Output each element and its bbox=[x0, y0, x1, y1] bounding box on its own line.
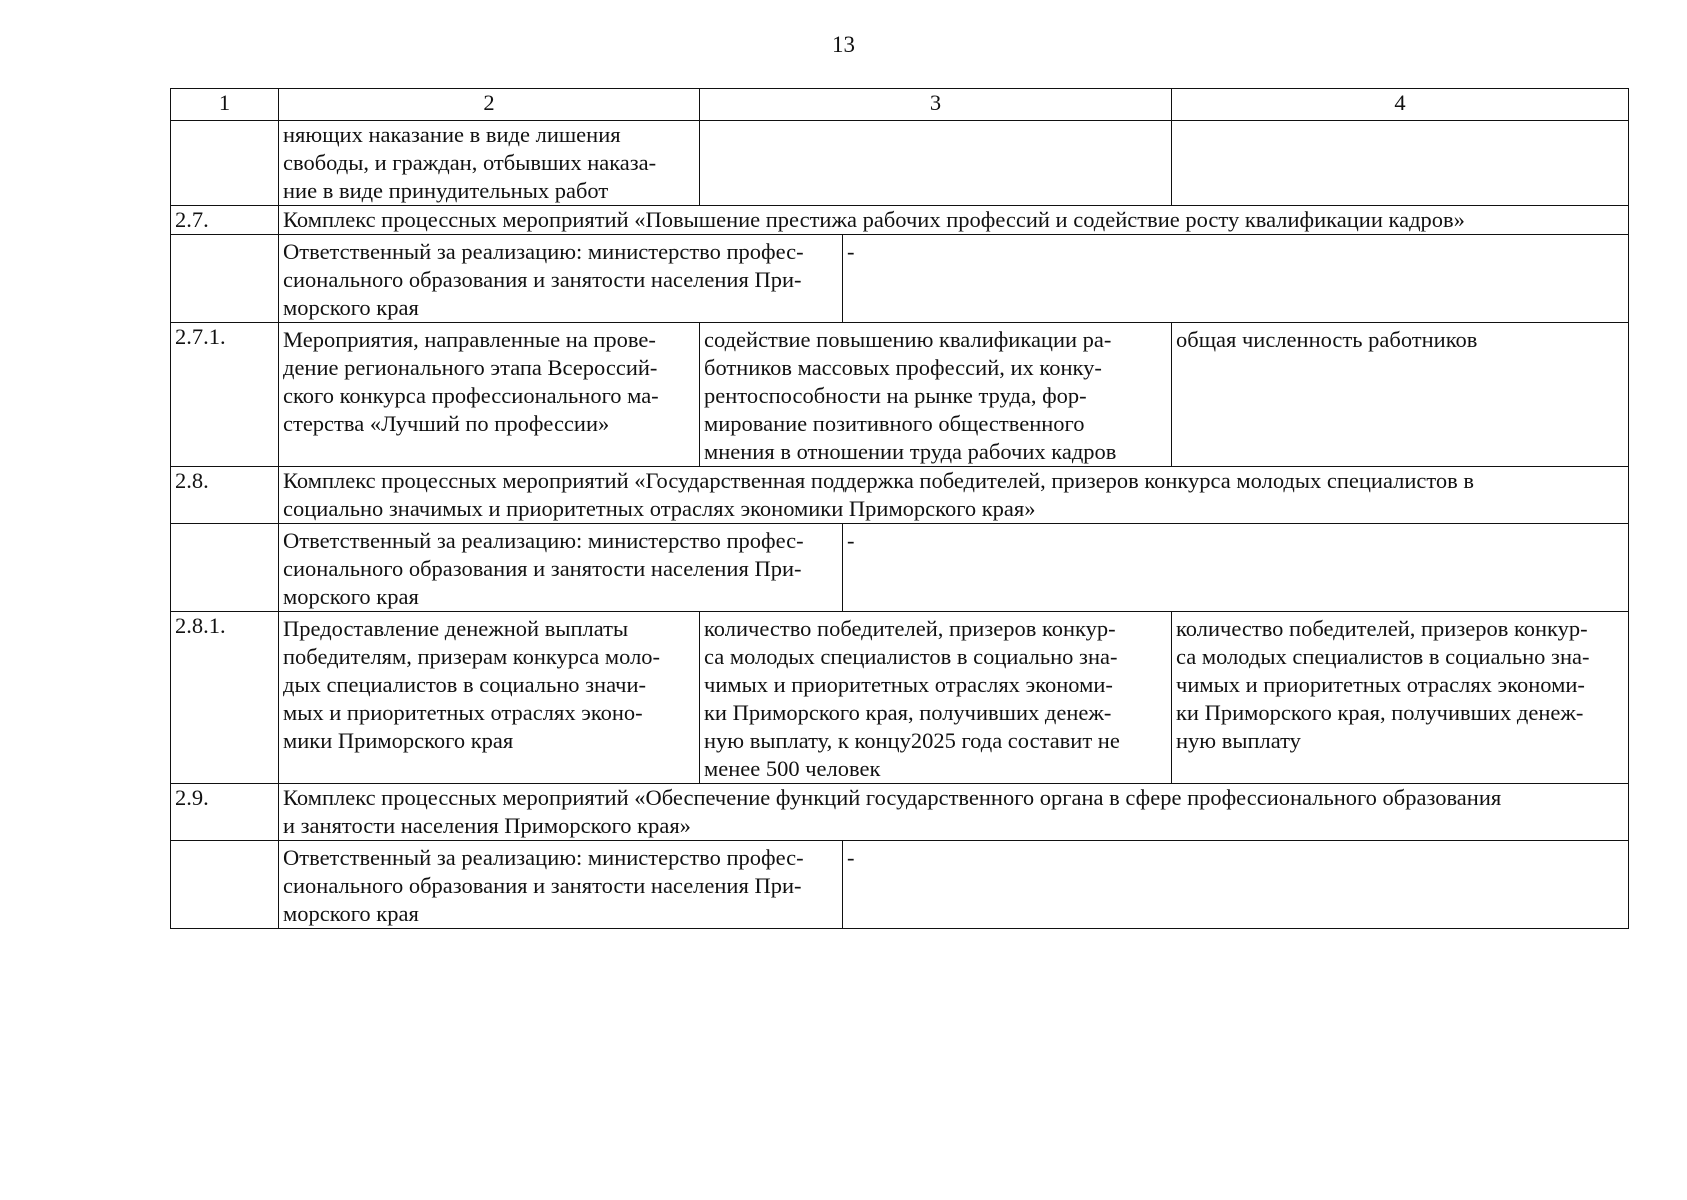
table-row bbox=[171, 612, 1629, 784]
section-number: 2.7. bbox=[171, 206, 279, 235]
continuation-col-3 bbox=[700, 121, 1172, 206]
item-result: количество победителей, призеров конкур- са молодых специалистов в социально зна- чимых и приоритетных отраслях экономи- ки Приморского края, получивших денеж- ную выплату, к концу2025 года составит не менее 500 человек bbox=[700, 612, 1172, 784]
section-number: 2.8. bbox=[171, 467, 279, 524]
header-col-3: 3 bbox=[700, 89, 1172, 121]
row-number bbox=[171, 524, 279, 612]
row-number bbox=[171, 121, 279, 206]
responsible-text: Ответственный за реализацию: министерство профес- сионального образования и занятости населения При- морского края bbox=[279, 524, 843, 612]
item-number: 2.8.1. bbox=[171, 612, 279, 784]
header-col-4: 4 bbox=[1172, 89, 1629, 121]
section-row bbox=[171, 206, 1629, 235]
continuation-col-2: няющих наказание в виде лишения свободы, и граждан, отбывших наказа- ние в виде принудительных работ bbox=[279, 121, 700, 206]
row-number bbox=[171, 841, 279, 929]
item-number: 2.7.1. bbox=[171, 323, 279, 467]
item-name: Предоставление денежной выплаты победителям, призерам конкурса моло- дых специалистов в социально значи- мых и приоритетных отраслях эконо- мики Приморского края bbox=[279, 612, 700, 784]
table-row bbox=[171, 323, 1629, 467]
page-number: 13 bbox=[832, 32, 855, 57]
header-col-1: 1 bbox=[171, 89, 279, 121]
measures-table bbox=[170, 88, 1629, 929]
item-indicator: количество победителей, призеров конкур- са молодых специалистов в социально зна- чимых и приоритетных отраслях экономи- ки Приморского края, получивших денеж- ную выплату bbox=[1172, 612, 1629, 784]
header-row bbox=[171, 89, 1629, 121]
item-indicator: общая численность работников bbox=[1172, 323, 1629, 467]
responsible-row bbox=[171, 841, 1629, 929]
item-result: содействие повышению квалификации ра- ботников массовых профессий, их конку- рентоспособности на рынке труда, фор- мирование позитивного общественного мнения в отношении труда рабочих кадров bbox=[700, 323, 1172, 467]
continuation-col-4 bbox=[1172, 121, 1629, 206]
responsible-text: Ответственный за реализацию: министерство профес- сионального образования и занятости населения При- морского края bbox=[279, 841, 843, 929]
section-title: Комплекс процессных мероприятий «Обеспечение функций государственного органа в сфере профессионального образования и занятости населения Приморского края» bbox=[279, 784, 1629, 841]
header-col-2: 2 bbox=[279, 89, 700, 121]
section-row bbox=[171, 784, 1629, 841]
responsible-row bbox=[171, 235, 1629, 323]
section-title: Комплекс процессных мероприятий «Государственная поддержка победителей, призеров конкурса молодых специалистов в социально значимых и приоритетных отраслях экономики Приморского края» bbox=[279, 467, 1629, 524]
row-number bbox=[171, 235, 279, 323]
item-name: Мероприятия, направленные на прове- дение регионального этапа Всероссий- ского конкурса профессионального ма- стерства «Лучший по профессии» bbox=[279, 323, 700, 467]
table-row bbox=[171, 121, 1629, 206]
responsible-row bbox=[171, 524, 1629, 612]
section-row bbox=[171, 467, 1629, 524]
responsible-value: - bbox=[843, 235, 1629, 323]
responsible-value: - bbox=[843, 524, 1629, 612]
responsible-value: - bbox=[843, 841, 1629, 929]
section-title: Комплекс процессных мероприятий «Повышение престижа рабочих профессий и содействие росту квалификации кадров» bbox=[279, 206, 1629, 235]
section-number: 2.9. bbox=[171, 784, 279, 841]
responsible-text: Ответственный за реализацию: министерство профес- сионального образования и занятости населения При- морского края bbox=[279, 235, 843, 323]
